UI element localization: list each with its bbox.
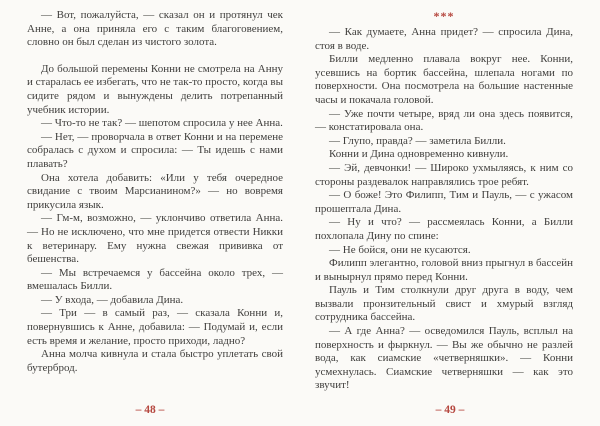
page-right xyxy=(300,0,600,426)
paragraph: Конни и Дина одновременно кивнули. xyxy=(329,148,509,161)
scene-break xyxy=(27,50,283,63)
page-left-text xyxy=(27,9,283,375)
page-number-right: – 49 – xyxy=(435,404,465,416)
paragraph: — Нет, — проворчала в ответ Конни и на перемене собралась с духом и спросила: — Ты идешь с нами плавать? xyxy=(27,130,283,170)
paragraph: — Мы встречаемся у бассейна около трех, — вмешалась Билли. xyxy=(27,266,283,293)
paragraph: Анна молча кивнула и стала быстро уплетать свой бутерброд. xyxy=(27,348,283,374)
paragraph: Она хотела добавить: «Или у тебя очередное свидание с твоим Марсианином?» — но вовремя прикусила язык. xyxy=(27,171,283,211)
paragraph: — Уже почти четыре, вряд ли она здесь появится, — констатировала она. xyxy=(315,107,573,134)
paragraph: — Не бойся, они не кусаются. xyxy=(329,243,471,256)
paragraph: — О боже! Это Филипп, Тим и Пауль, — с ужасом прошептала Дина. xyxy=(315,189,573,215)
paragraph: Пауль и Тим столкнули друг друга в воду, чем вызвали пронзительный свист и хмурый взгляд сотрудника бассейна. xyxy=(315,284,573,324)
paragraph: Билли медленно плавала вокруг нее. Конни, усевшись на бортик бассейна, шлепала ногами по поверхности. Она посмотрела на большие настенные часы и покачала головой. xyxy=(315,53,573,106)
paragraph: — Глупо, правда? — заметила Билли. xyxy=(329,134,506,147)
page-right-text xyxy=(315,26,573,393)
page-number-left: – 48 – xyxy=(135,404,165,416)
paragraph: До большой перемены Конни не смотрела на Анну и старалась ее избегать, что не так-то просто, когда вы сидите рядом и вынуждены делить потрепанный учебник истории. xyxy=(27,62,283,116)
paragraph: — А где Анна? — осведомился Пауль, всплыл на поверхность и фыркнул. — Вы же обычно не разлей вода, как сиамские «четверняшки». — Конни усмехнулась. Сиамские четверняшки — как это звучит! xyxy=(315,325,573,392)
paragraph: — Как думаете, Анна придет? — спросила Дина, стоя в воде. xyxy=(315,26,573,52)
scene-separator-ornament: *** xyxy=(433,9,455,23)
paragraph: — Эй, девчонки! — Широко ухмыляясь, к ним со стороны раздевалок направлялись трое ребят. xyxy=(315,161,573,188)
paragraph: — У входа, — добавила Дина. xyxy=(41,293,184,306)
paragraph: — Гм-м, возможно, — уклончиво ответила Анна. — Но не исключено, что мне придется отвести Никки к ветеринару. Ему нужна свежая прививка от бешенства. xyxy=(27,212,283,266)
paragraph: Филипп элегантно, головой вниз прыгнул в бассейн и вынырнул прямо перед Конни. xyxy=(315,257,573,283)
paragraph: — Три — в самый раз, — сказала Конни и, повернувшись к Анне, добавила: — Подумай и, если есть время и желание, просто приходи, ладно? xyxy=(27,307,283,347)
paragraph: — Вот, пожалуйста, — сказал он и протянул чек Анне, а она приняла его с таким благоговением, словно он был сделан из чистого золота. xyxy=(27,9,283,49)
paragraph: — Что-то не так? — шепотом спросила у нее Анна. xyxy=(41,117,283,130)
paragraph: — Ну и что? — рассмеялась Конни, а Билли похлопала Дину по спине: xyxy=(315,216,573,242)
